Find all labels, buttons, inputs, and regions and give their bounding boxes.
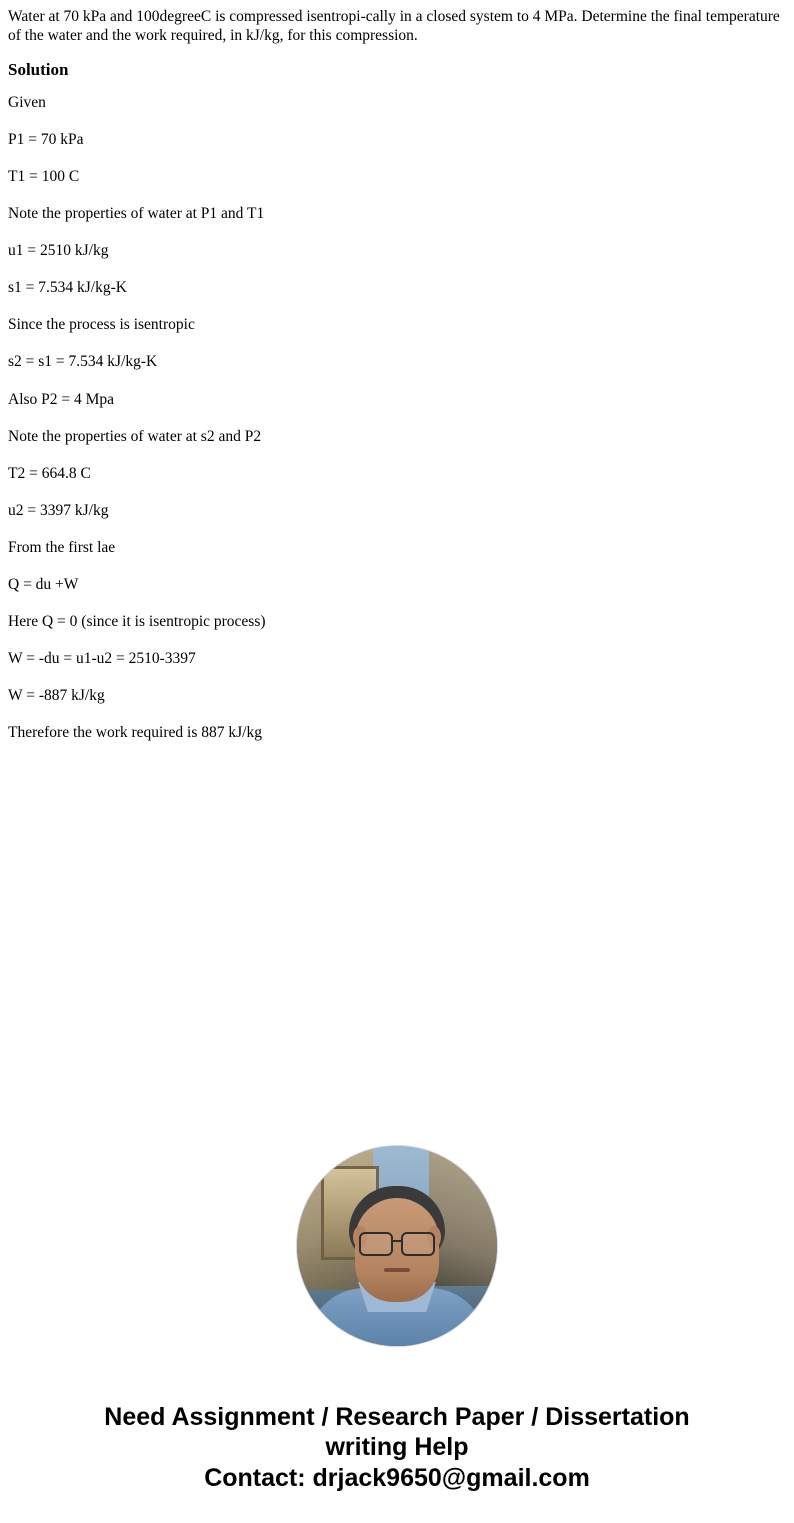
- solution-step: Therefore the work required is 887 kJ/kg: [8, 724, 262, 742]
- footer-line-2: writing Help: [325, 1433, 469, 1461]
- portrait-eyeglass-bridge: [392, 1240, 402, 1242]
- solution-step: Here Q = 0 (since it is isentropic process): [8, 613, 266, 631]
- footer-line-1: Need Assignment / Research Paper / Dissertation: [104, 1402, 690, 1431]
- footer-contact: Contact: drjack9650@gmail.com: [204, 1463, 590, 1492]
- solution-step: s1 = 7.534 kJ/kg-K: [8, 279, 127, 297]
- portrait-eyeglass-left: [359, 1232, 393, 1256]
- solution-step: Note the properties of water at s2 and P2: [8, 427, 262, 445]
- solution-step: Q = du +W: [8, 576, 79, 594]
- solution-step: T1 = 100 C: [8, 168, 80, 185]
- footer-advert: [8, 1402, 786, 1514]
- portrait-mouth: [384, 1268, 410, 1272]
- avatar: [297, 1146, 497, 1346]
- solution-step: Since the process is isentropic: [8, 316, 195, 334]
- question-text: Water at 70 kPa and 100degreeC is compressed isentropi-cally in a closed system to 4 MPa. Determine the final temperature of the water and the work required, in kJ/kg, for this compression.: [8, 8, 780, 44]
- solution-step: s2 = s1 = 7.534 kJ/kg-K: [8, 353, 158, 371]
- solution-step: u2 = 3397 kJ/kg: [8, 501, 109, 519]
- blank-area: [8, 762, 786, 1142]
- solution-step: From the first lae: [8, 538, 116, 556]
- solution-step: W = -du = u1-u2 = 2510-3397: [8, 650, 196, 668]
- solution-heading: Solution: [8, 59, 69, 79]
- portrait-eyeglass-right: [401, 1232, 435, 1256]
- solution-step: T2 = 664.8 C: [8, 464, 91, 482]
- portrait-container: [8, 1146, 786, 1346]
- solution-step: Note the properties of water at P1 and T1: [8, 205, 265, 223]
- solution-step: Given: [8, 93, 46, 111]
- solution-step: P1 = 70 kPa: [8, 130, 84, 148]
- solution-step: Also P2 = 4 Mpa: [8, 390, 115, 408]
- solution-step: u1 = 2510 kJ/kg: [8, 242, 109, 260]
- solution-step: W = -887 kJ/kg: [8, 687, 105, 705]
